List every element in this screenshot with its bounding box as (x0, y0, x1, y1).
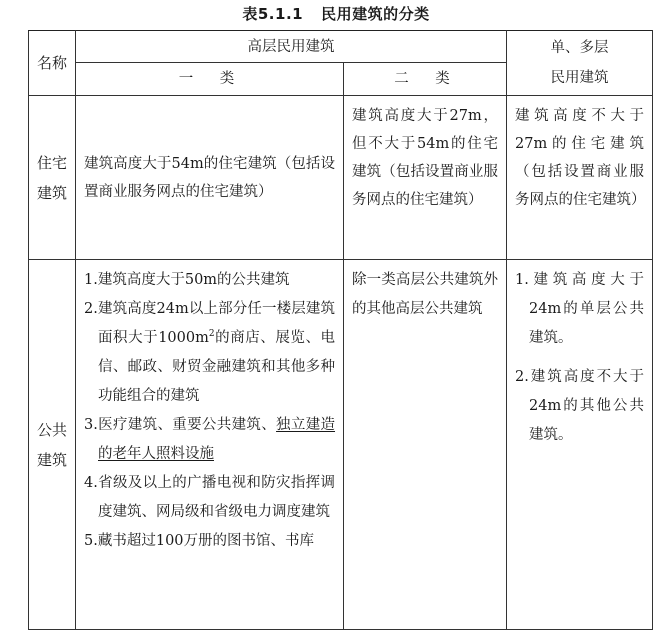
public-label-line2: 建筑 (36, 450, 67, 469)
header-low-rise-line2: 民用建筑 (550, 70, 609, 86)
residential-row (29, 96, 653, 260)
residential-label-line1: 住宅 (36, 153, 67, 172)
public-label-line1: 公共 (36, 420, 67, 439)
residential-low-text: 建筑高度不大于27m的住宅建筑（包括设置商业服务网点的住宅建筑） (515, 108, 646, 208)
public-class1-item: 5.藏书超过100万册的图书馆、书库 (84, 533, 315, 549)
public-class1-item: 3.医疗建筑、重要公共建筑、独立建造的老年人照料设施 (84, 417, 336, 462)
public-low-item: 1.建筑高度大于24m的单层公共建筑。 (515, 272, 644, 346)
header-class2: 二 类 (394, 71, 456, 87)
public-low-item: 2.建筑高度不大于24m的其他公共建筑。 (515, 369, 644, 443)
public-low-cell (507, 260, 653, 630)
header-class1: 一 类 (178, 71, 241, 87)
table-caption: 民用建筑的分类 (321, 5, 430, 23)
residential-class2-text: 建筑高度大于27m，但不大于54m的住宅建筑（包括设置商业服务网点的住宅建筑） (352, 108, 498, 208)
public-class1-item: 1.建筑高度大于50m的公共建筑 (84, 272, 290, 288)
header-row-1 (29, 31, 653, 63)
header-high-rise-cell (76, 31, 507, 63)
public-row (29, 260, 653, 630)
residential-class1-cell (76, 96, 344, 260)
header-name: 名称 (36, 54, 67, 72)
table-title (0, 4, 672, 24)
residential-class2-cell (344, 96, 507, 260)
table-number: 表5.1.1 (242, 5, 304, 23)
header-name-cell (29, 31, 76, 96)
public-class2-cell (344, 260, 507, 630)
residential-label-cell (29, 96, 76, 260)
residential-low-cell (507, 96, 653, 260)
residential-label-line2: 建筑 (36, 183, 67, 202)
header-low-rise-line1: 单、多层 (550, 40, 609, 56)
public-label-cell (29, 260, 76, 630)
header-class1-cell (76, 63, 344, 96)
public-class1-cell (76, 260, 344, 630)
residential-class1-text: 建筑高度大于54m的住宅建筑（包括设置商业服务网点的住宅建筑） (84, 155, 335, 200)
public-class2-text: 除一类高层公共建筑外的其他高层公共建筑 (352, 272, 498, 317)
header-high-rise: 高层民用建筑 (247, 38, 335, 55)
public-class1-item: 2.建筑高度24m以上部分任一楼层建筑面积大于$1000m^2$的商店、展览、电信、邮政、财贸金融建筑和其他多种功能组合的建筑 (84, 301, 335, 404)
header-class2-cell (344, 63, 507, 96)
building-classification-table (28, 30, 653, 630)
public-class1-item: 4.省级及以上的广播电视和防灾指挥调度建筑、网局级和省级电力调度建筑 (84, 475, 335, 520)
header-low-rise-cell (507, 31, 653, 96)
